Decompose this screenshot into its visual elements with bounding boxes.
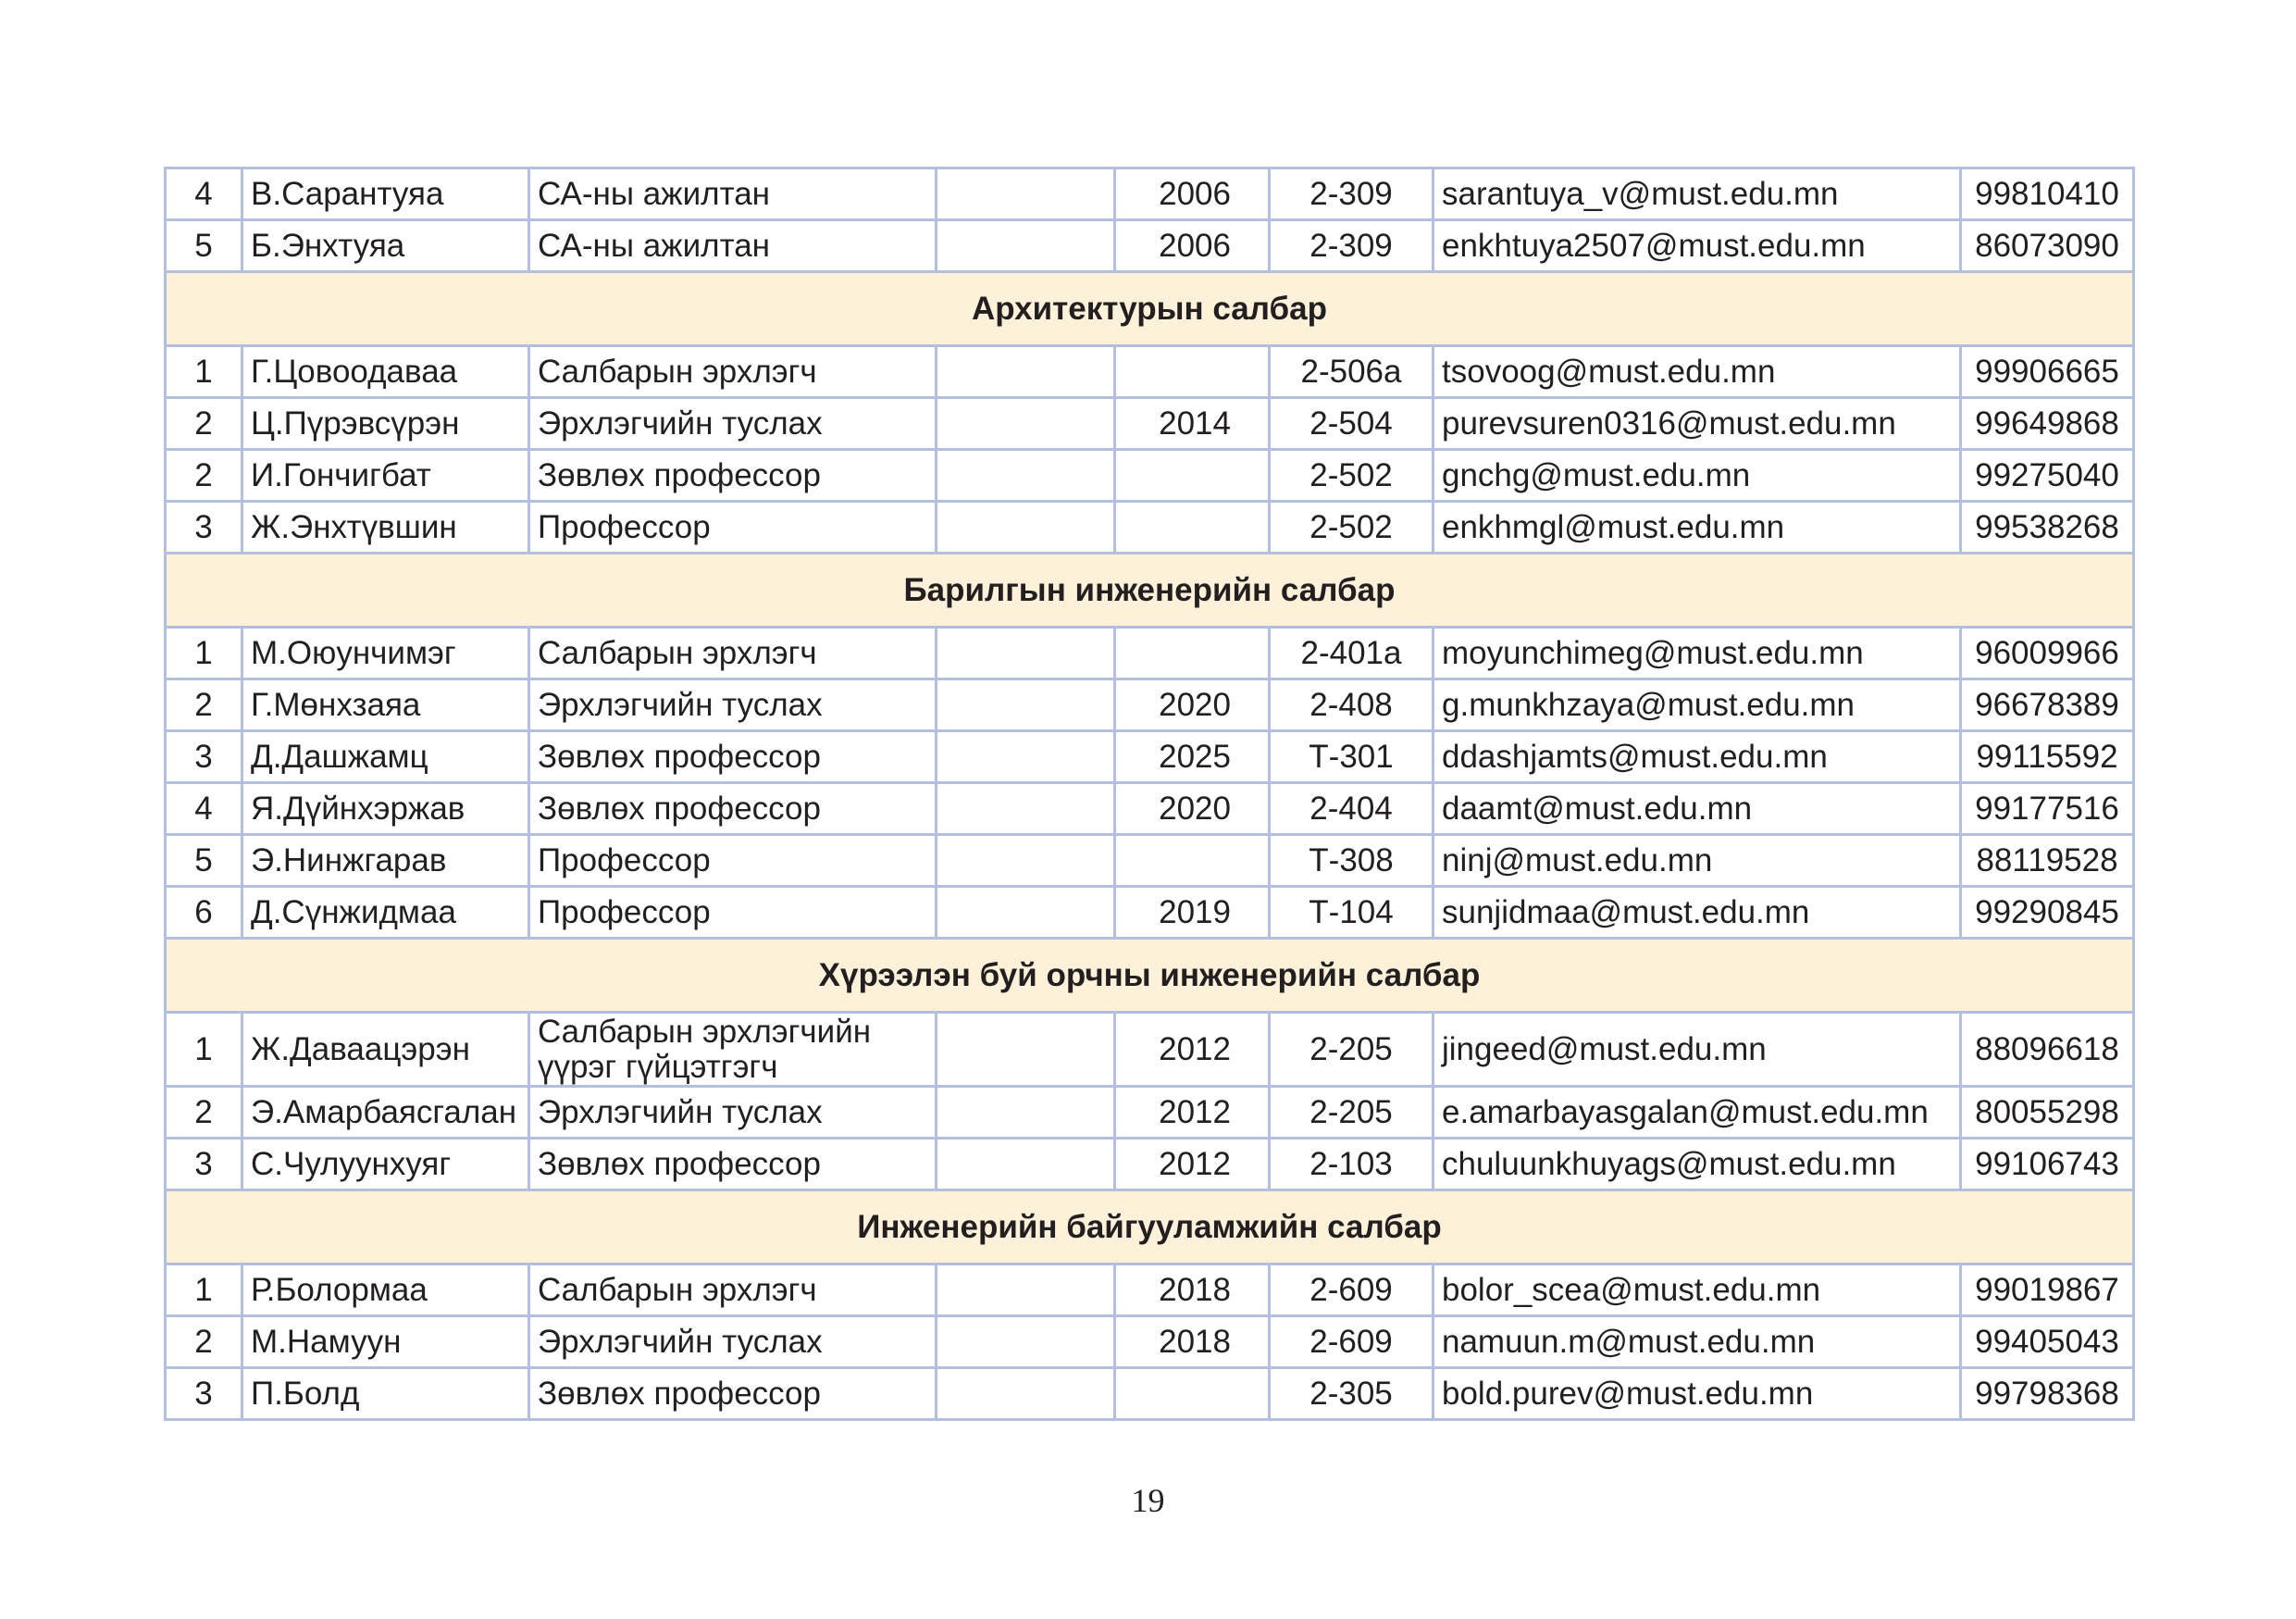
position-cell: Профессор bbox=[529, 502, 937, 554]
year-cell bbox=[1115, 628, 1270, 679]
table-row bbox=[166, 1264, 2134, 1316]
room-cell: 2-205 bbox=[1270, 1013, 1433, 1087]
phone-cell: 99405043 bbox=[1961, 1316, 2134, 1368]
room-cell: 2-504 bbox=[1270, 398, 1433, 450]
section-title: Инженерийн байгууламжийн салбар bbox=[166, 1190, 2134, 1264]
row-number-cell: 3 bbox=[166, 502, 242, 554]
table-row bbox=[166, 450, 2134, 502]
phone-cell: 99106743 bbox=[1961, 1139, 2134, 1190]
name-cell: Э.Нинжгарав bbox=[242, 835, 529, 887]
table-row bbox=[166, 502, 2134, 554]
room-cell: 2-506а bbox=[1270, 346, 1433, 398]
section-title: Хүрээлэн буй орчны инженерийн салбар bbox=[166, 939, 2134, 1013]
year-cell: 2012 bbox=[1115, 1087, 1270, 1139]
empty-cell bbox=[937, 502, 1115, 554]
year-cell: 2025 bbox=[1115, 731, 1270, 783]
position-cell: Салбарын эрхлэгч bbox=[529, 346, 937, 398]
phone-cell: 99906665 bbox=[1961, 346, 2134, 398]
empty-cell bbox=[937, 731, 1115, 783]
room-cell: 2-205 bbox=[1270, 1087, 1433, 1139]
phone-cell: 99177516 bbox=[1961, 783, 2134, 835]
position-cell: Зөвлөх профессор bbox=[529, 1139, 937, 1190]
name-cell: Я.Дүйнхэржав bbox=[242, 783, 529, 835]
row-number-cell: 6 bbox=[166, 887, 242, 939]
table-row bbox=[166, 835, 2134, 887]
name-cell: П.Болд bbox=[242, 1368, 529, 1420]
section-header-row bbox=[166, 939, 2134, 1013]
year-cell bbox=[1115, 346, 1270, 398]
email-cell: jingeed@must.edu.mn bbox=[1433, 1013, 1961, 1087]
phone-cell: 99115592 bbox=[1961, 731, 2134, 783]
table-row bbox=[166, 220, 2134, 272]
empty-cell bbox=[937, 1316, 1115, 1368]
table-row bbox=[166, 346, 2134, 398]
phone-cell: 99810410 bbox=[1961, 168, 2134, 220]
email-cell: enkhtuya2507@must.edu.mn bbox=[1433, 220, 1961, 272]
email-cell: e.amarbayasgalan@must.edu.mn bbox=[1433, 1087, 1961, 1139]
year-cell: 2018 bbox=[1115, 1316, 1270, 1368]
phone-cell: 99290845 bbox=[1961, 887, 2134, 939]
year-cell: 2014 bbox=[1115, 398, 1270, 450]
year-cell: 2006 bbox=[1115, 220, 1270, 272]
room-cell: Т-308 bbox=[1270, 835, 1433, 887]
position-cell: Зөвлөх профессор bbox=[529, 783, 937, 835]
email-cell: sunjidmaa@must.edu.mn bbox=[1433, 887, 1961, 939]
phone-cell: 99649868 bbox=[1961, 398, 2134, 450]
name-cell: В.Сарантуяа bbox=[242, 168, 529, 220]
table-row bbox=[166, 1087, 2134, 1139]
name-cell: М.Оюунчимэг bbox=[242, 628, 529, 679]
name-cell: И.Гончигбат bbox=[242, 450, 529, 502]
empty-cell bbox=[937, 1264, 1115, 1316]
room-cell: 2-502 bbox=[1270, 502, 1433, 554]
name-cell: Г.Мөнхзаяа bbox=[242, 679, 529, 731]
room-cell: 2-401а bbox=[1270, 628, 1433, 679]
row-number-cell: 3 bbox=[166, 731, 242, 783]
position-cell: Салбарын эрхлэгч bbox=[529, 1264, 937, 1316]
phone-cell: 88096618 bbox=[1961, 1013, 2134, 1087]
table-body bbox=[166, 168, 2134, 1420]
table-row bbox=[166, 628, 2134, 679]
empty-cell bbox=[937, 887, 1115, 939]
name-cell: Ж.Даваацэрэн bbox=[242, 1013, 529, 1087]
table-row bbox=[166, 168, 2134, 220]
empty-cell bbox=[937, 1139, 1115, 1190]
name-cell: М.Намуун bbox=[242, 1316, 529, 1368]
row-number-cell: 2 bbox=[166, 1087, 242, 1139]
phone-cell: 96678389 bbox=[1961, 679, 2134, 731]
name-cell: Г.Цовоодаваа bbox=[242, 346, 529, 398]
row-number-cell: 3 bbox=[166, 1139, 242, 1190]
email-cell: tsovoog@must.edu.mn bbox=[1433, 346, 1961, 398]
empty-cell bbox=[937, 398, 1115, 450]
phone-cell: 96009966 bbox=[1961, 628, 2134, 679]
table-row bbox=[166, 731, 2134, 783]
row-number-cell: 3 bbox=[166, 1368, 242, 1420]
row-number-cell: 2 bbox=[166, 1316, 242, 1368]
empty-cell bbox=[937, 220, 1115, 272]
year-cell: 2020 bbox=[1115, 679, 1270, 731]
position-cell: Салбарын эрхлэгчийн үүрэг гүйцэтгэгч bbox=[529, 1013, 937, 1087]
email-cell: chuluunkhuyags@must.edu.mn bbox=[1433, 1139, 1961, 1190]
section-title: Барилгын инженерийн салбар bbox=[166, 554, 2134, 628]
row-number-cell: 1 bbox=[166, 1264, 242, 1316]
empty-cell bbox=[937, 1013, 1115, 1087]
position-cell: Эрхлэгчийн туслах bbox=[529, 1087, 937, 1139]
empty-cell bbox=[937, 168, 1115, 220]
staff-directory-table bbox=[164, 167, 2135, 1421]
position-cell: Эрхлэгчийн туслах bbox=[529, 1316, 937, 1368]
table-row bbox=[166, 1013, 2134, 1087]
section-header-row bbox=[166, 272, 2134, 346]
year-cell bbox=[1115, 450, 1270, 502]
empty-cell bbox=[937, 835, 1115, 887]
position-cell: Зөвлөх профессор bbox=[529, 1368, 937, 1420]
room-cell: 2-408 bbox=[1270, 679, 1433, 731]
email-cell: g.munkhzaya@must.edu.mn bbox=[1433, 679, 1961, 731]
name-cell: Ц.Пүрэвсүрэн bbox=[242, 398, 529, 450]
empty-cell bbox=[937, 346, 1115, 398]
email-cell: ddashjamts@must.edu.mn bbox=[1433, 731, 1961, 783]
room-cell: 2-609 bbox=[1270, 1316, 1433, 1368]
email-cell: enkhmgl@must.edu.mn bbox=[1433, 502, 1961, 554]
year-cell: 2012 bbox=[1115, 1139, 1270, 1190]
year-cell bbox=[1115, 835, 1270, 887]
phone-cell: 99275040 bbox=[1961, 450, 2134, 502]
row-number-cell: 2 bbox=[166, 398, 242, 450]
room-cell: Т-301 bbox=[1270, 731, 1433, 783]
position-cell: Зөвлөх профессор bbox=[529, 450, 937, 502]
position-cell: Салбарын эрхлэгч bbox=[529, 628, 937, 679]
year-cell: 2019 bbox=[1115, 887, 1270, 939]
position-cell: Зөвлөх профессор bbox=[529, 731, 937, 783]
table-row bbox=[166, 1139, 2134, 1190]
section-title: Архитектурын салбар bbox=[166, 272, 2134, 346]
name-cell: Ж.Энхтүвшин bbox=[242, 502, 529, 554]
table-row bbox=[166, 1368, 2134, 1420]
name-cell: Д.Сүнжидмаа bbox=[242, 887, 529, 939]
name-cell: С.Чулуунхуяг bbox=[242, 1139, 529, 1190]
email-cell: bolor_scea@must.edu.mn bbox=[1433, 1264, 1961, 1316]
email-cell: purevsuren0316@must.edu.mn bbox=[1433, 398, 1961, 450]
table-row bbox=[166, 1316, 2134, 1368]
name-cell: Э.Амарбаясгалан bbox=[242, 1087, 529, 1139]
year-cell bbox=[1115, 1368, 1270, 1420]
room-cell: 2-502 bbox=[1270, 450, 1433, 502]
table-row bbox=[166, 679, 2134, 731]
page-number: 19 bbox=[1131, 1482, 1165, 1519]
name-cell: Р.Болормаа bbox=[242, 1264, 529, 1316]
empty-cell bbox=[937, 1368, 1115, 1420]
section-header-row bbox=[166, 1190, 2134, 1264]
position-cell: Профессор bbox=[529, 835, 937, 887]
row-number-cell: 4 bbox=[166, 168, 242, 220]
room-cell: 2-309 bbox=[1270, 168, 1433, 220]
room-cell: 2-103 bbox=[1270, 1139, 1433, 1190]
row-number-cell: 5 bbox=[166, 835, 242, 887]
phone-cell: 80055298 bbox=[1961, 1087, 2134, 1139]
year-cell: 2018 bbox=[1115, 1264, 1270, 1316]
table-row bbox=[166, 783, 2134, 835]
room-cell: 2-404 bbox=[1270, 783, 1433, 835]
year-cell: 2020 bbox=[1115, 783, 1270, 835]
position-cell: Эрхлэгчийн туслах bbox=[529, 679, 937, 731]
table-row bbox=[166, 887, 2134, 939]
email-cell: gnchg@must.edu.mn bbox=[1433, 450, 1961, 502]
empty-cell bbox=[937, 450, 1115, 502]
position-cell: СА-ны ажилтан bbox=[529, 168, 937, 220]
name-cell: Д.Дашжамц bbox=[242, 731, 529, 783]
position-cell: Эрхлэгчийн туслах bbox=[529, 398, 937, 450]
name-cell: Б.Энхтуяа bbox=[242, 220, 529, 272]
email-cell: daamt@must.edu.mn bbox=[1433, 783, 1961, 835]
room-cell: 2-305 bbox=[1270, 1368, 1433, 1420]
email-cell: namuun.m@must.edu.mn bbox=[1433, 1316, 1961, 1368]
phone-cell: 86073090 bbox=[1961, 220, 2134, 272]
row-number-cell: 5 bbox=[166, 220, 242, 272]
email-cell: bold.purev@must.edu.mn bbox=[1433, 1368, 1961, 1420]
year-cell: 2006 bbox=[1115, 168, 1270, 220]
email-cell: moyunchimeg@must.edu.mn bbox=[1433, 628, 1961, 679]
row-number-cell: 4 bbox=[166, 783, 242, 835]
row-number-cell: 1 bbox=[166, 628, 242, 679]
email-cell: ninj@must.edu.mn bbox=[1433, 835, 1961, 887]
empty-cell bbox=[937, 783, 1115, 835]
row-number-cell: 2 bbox=[166, 450, 242, 502]
position-cell: Профессор bbox=[529, 887, 937, 939]
row-number-cell: 1 bbox=[166, 1013, 242, 1087]
room-cell: 2-609 bbox=[1270, 1264, 1433, 1316]
empty-cell bbox=[937, 679, 1115, 731]
empty-cell bbox=[937, 628, 1115, 679]
room-cell: 2-309 bbox=[1270, 220, 1433, 272]
year-cell bbox=[1115, 502, 1270, 554]
section-header-row bbox=[166, 554, 2134, 628]
phone-cell: 99798368 bbox=[1961, 1368, 2134, 1420]
year-cell: 2012 bbox=[1115, 1013, 1270, 1087]
phone-cell: 99019867 bbox=[1961, 1264, 2134, 1316]
row-number-cell: 1 bbox=[166, 346, 242, 398]
table-row bbox=[166, 398, 2134, 450]
room-cell: Т-104 bbox=[1270, 887, 1433, 939]
phone-cell: 88119528 bbox=[1961, 835, 2134, 887]
phone-cell: 99538268 bbox=[1961, 502, 2134, 554]
empty-cell bbox=[937, 1087, 1115, 1139]
position-cell: СА-ны ажилтан bbox=[529, 220, 937, 272]
email-cell: sarantuya_v@must.edu.mn bbox=[1433, 168, 1961, 220]
row-number-cell: 2 bbox=[166, 679, 242, 731]
